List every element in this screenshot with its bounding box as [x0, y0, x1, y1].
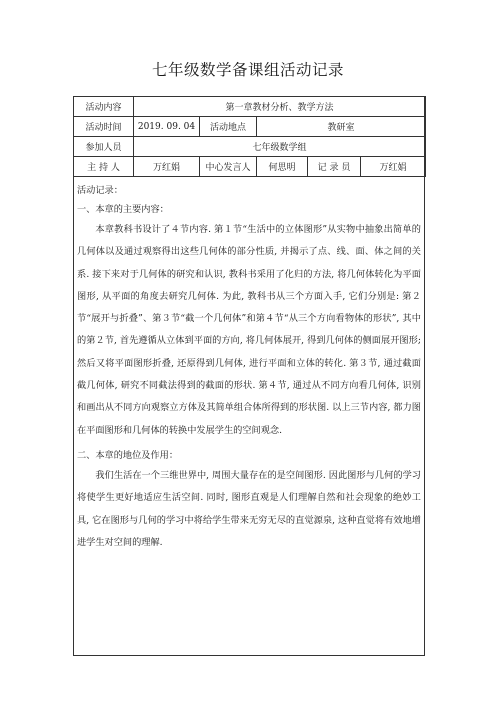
row-participants — [74, 137, 426, 157]
row-activity-content — [74, 97, 426, 117]
activity-content-value: 第一章教材分析、教学方法 — [134, 97, 426, 117]
page-title: 七年级数学备课组活动记录 — [151, 61, 344, 79]
participants-label: 参加人员 — [74, 137, 134, 157]
participants-value: 七年级数学组 — [134, 137, 426, 157]
recorder-value: 万红娟 — [361, 157, 426, 177]
record-label: 活动记录： — [77, 185, 123, 196]
record-body — [77, 181, 421, 554]
recorder-label: 记 录 员 — [308, 157, 361, 177]
activity-place-value: 教研室 — [257, 117, 426, 137]
host-label: 主 持 人 — [74, 157, 134, 177]
section2-text: 我们生活在一个三维世界中, 周围大量存在的是空间图形. 因此图形与几何的学习将使学生更好地适应生活空间. 同时, 图形直观是人们理解自然和社会现象的绝妙工具, 它在图形与几何的学习中将给学生带来无穷无尽的直觉源泉, 这种直觉将有效地增进学生对空间的理解. — [77, 469, 421, 548]
row-roles — [74, 157, 426, 177]
section1-text: 本章教科书设计了４节内容. 第１节“生活中的立体图形”从实物中抽象出简单的几何体以及通过观察得出这些几何体的部分性质, 并揭示了点、线、面、体之间的关系. 接下来对于几何体的研究和认识, 教科书采用了化归的方法, 将几何体转化为平面图形, 从平面的角度去研究几何体. 为此, 教科书从三个方面入手, 它们分别是: 第２节“展开与折叠”、第３节“截一个几何体”和第４节“从三个方向看物体的形状”, 其中的第２节, 首先遵循从立体到平面的方向, 将几何体展开, 得到几何体的侧面展开图形; 然后又将平面图形折叠, 还原得到几何体, 进行平面和立体的转化. 第３节, 通过截面截几何体, 研究不同截法得到的截面的形状. 第４节, 通过从不同方向看几何体, 识别和画出从不同方向观察立方体及其简单组合体所得到的形状图. 以上三节内容, 都力图在平面图形和几何体的转换中发展学生的空间观念. — [77, 224, 421, 436]
activity-place-label: 活动地点 — [200, 117, 257, 137]
section2-heading: 二、本章的地位及作用： — [77, 449, 179, 461]
info-table — [73, 96, 426, 177]
activity-time-label: 活动时间 — [74, 117, 134, 137]
speaker-label: 中心发言人 — [200, 157, 257, 177]
activity-time-value: 2019. 09. 04 — [134, 117, 200, 137]
activity-content-label: 活动内容 — [74, 97, 134, 117]
host-value: 万红娟 — [134, 157, 200, 177]
speaker-value: 何思明 — [257, 157, 308, 177]
row-time-place — [74, 117, 426, 137]
section1-heading: 一、本章的主要内容： — [77, 204, 169, 215]
